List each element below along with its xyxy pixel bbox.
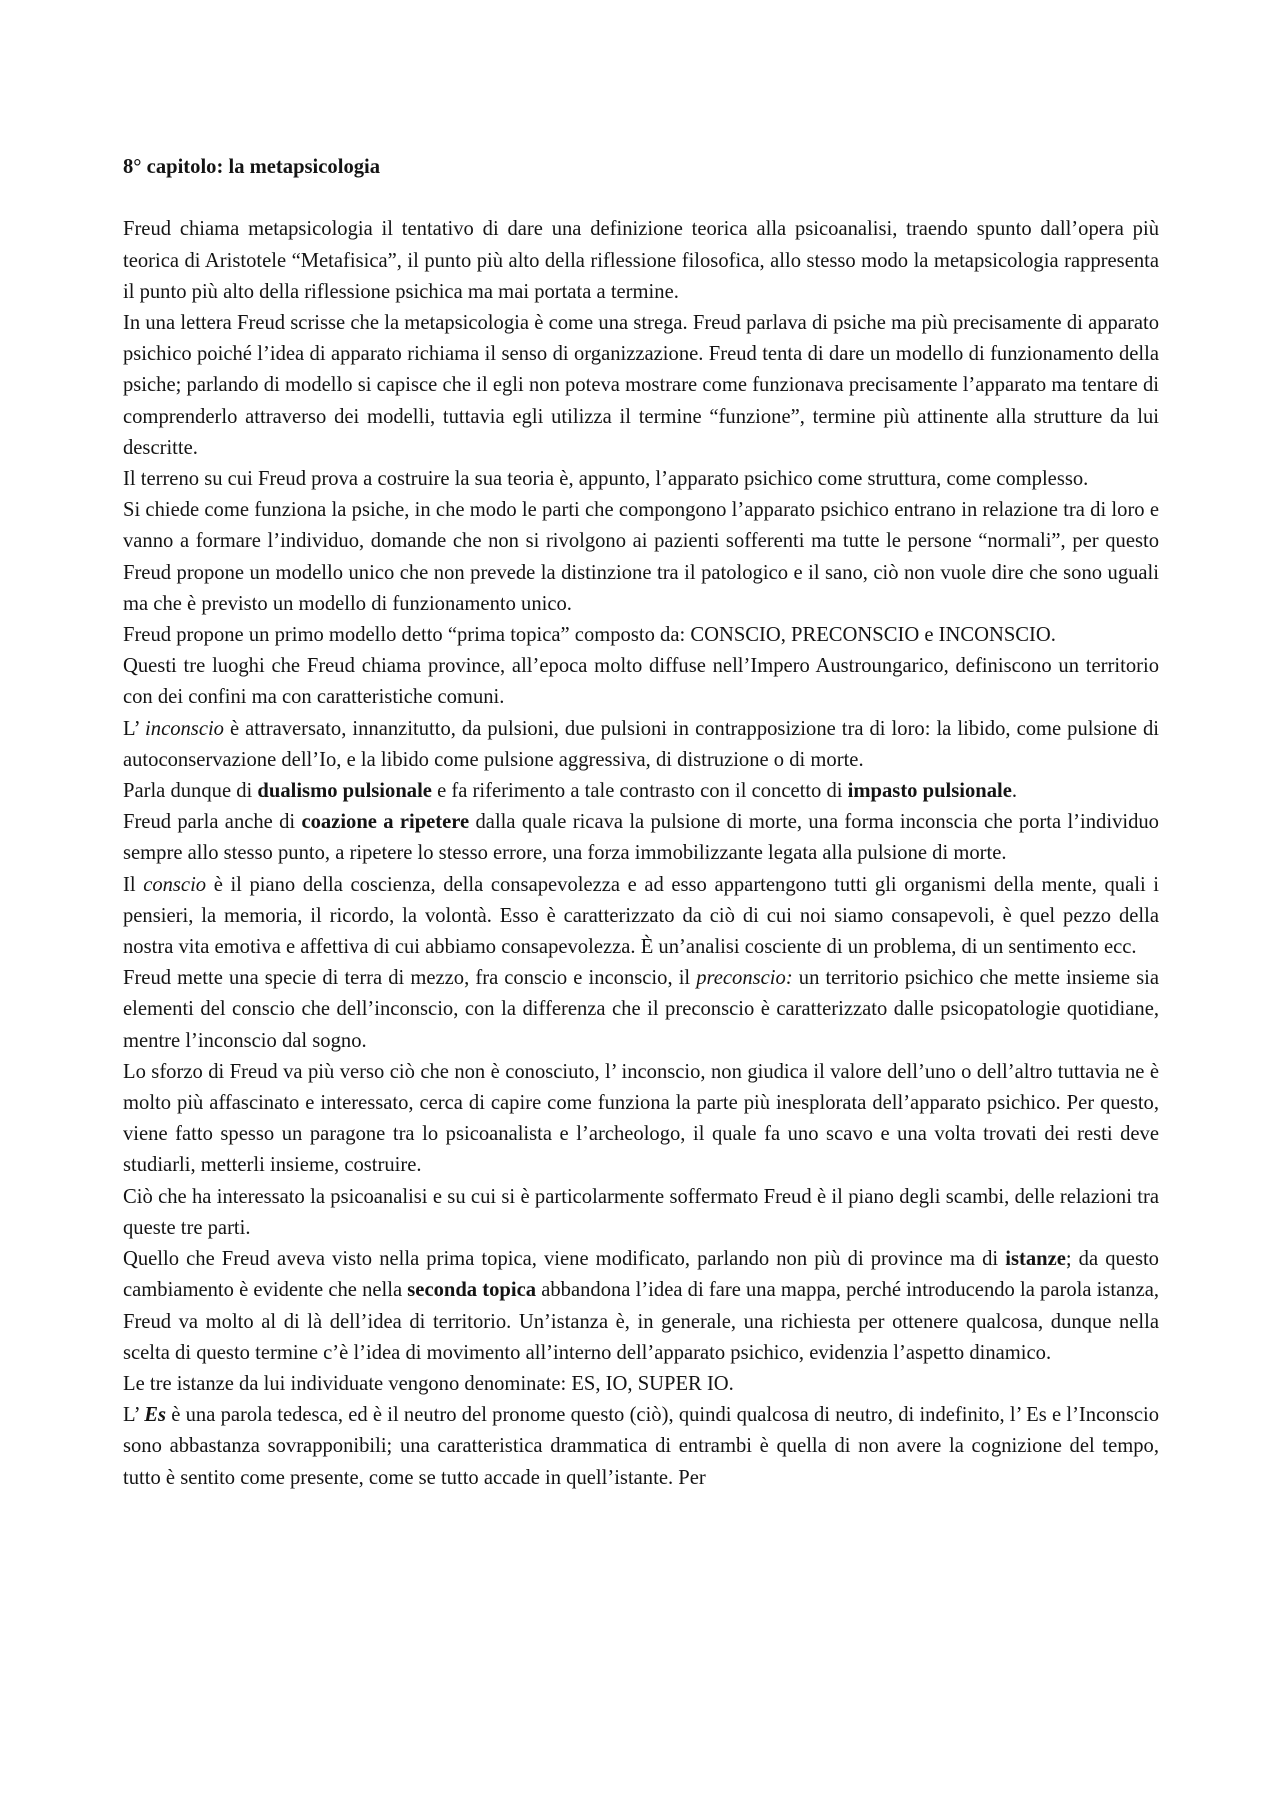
term-istanze: istanze [1005,1248,1066,1271]
term-preconscio: preconscio: [696,967,793,990]
paragraph-scambi: Ciò che ha interessato la psicoanalisi e su cui si è particolarmente soffermato Freud è il piano degli scambi, delle relazioni tra queste tre parti. [123,1185,1159,1239]
term-dualismo-pulsionale: dualismo pulsionale [257,780,432,803]
term-impasto-pulsionale: impasto pulsionale [847,780,1012,803]
paragraph-prima-topica: Freud propone un primo modello detto “prima topica” composto da: CONSCIO, PRECONSCIO e INCONSCIO. [123,624,1056,647]
document-page [123,152,1159,1494]
paragraph-seconda-topica: Quello che Freud aveva visto nella prima topica, viene modificato, parlando non più di province ma di istanze; da questo cambiamento è evidente che nella seconda topica abbandona l’idea di fare una mappa, perché introducendo la parola istanza, Freud va molto al di là dell’idea di territorio. Un’istanza è, in generale, una richiesta per ottenere qualcosa, dunque nella scelta di questo termine c’è l’idea di movimento all’interno dell’apparato psichico, evidenzia l’aspetto dinamico. [123,1248,1159,1364]
term-seconda-topica: seconda topica [407,1279,537,1302]
paragraph-metapsicologia-definition: Freud chiama metapsicologia il tentativo di dare una definizione teorica alla psicoanalisi, traendo spunto dall’opera più teorica di Aristotele “Metafisica”, il punto più alto della riflessione filosofica, allo stesso modo la metapsicologia rappresenta il punto più alto della riflessione psichica ma mai portata a termine. [123,218,1159,303]
paragraph-tre-istanze: Le tre istanze da lui individuate vengono denominate: ES, IO, SUPER IO. [123,1372,734,1395]
paragraph-preconscio: Freud mette una specie di terra di mezzo, fra conscio e inconscio, il preconscio: un territorio psichico che mette insieme sia elementi del conscio che dell’inconscio, con la differenza che il preconscio è caratterizzato dalle psicopatologie quotidiane, mentre l’inconscio dal sogno. [123,967,1159,1052]
term-inconscio: inconscio [145,717,224,740]
paragraph-apparato-psichico: In una lettera Freud scrisse che la metapsicologia è come una strega. Freud parlava di psiche ma più precisamente di apparato psichico poiché l’idea di apparato richiama il senso di organizzazione. Freud tenta di dare un modello di funzionamento della psiche; parlando di modello si capisce che il egli non poteva mostrare come funzionava precisamente l’apparato ma tentare di comprenderlo attraverso dei modelli, tuttavia egli utilizza il termine “funzione”, termine più attinente alla strutture da lui descritte. [123,312,1159,459]
term-coazione-a-ripetere: coazione a ripetere [301,811,470,834]
term-conscio: conscio [143,873,207,896]
paragraph-conscio: Il conscio è il piano della coscienza, della consapevolezza e ad esso appartengono tutti gli organismi della mente, quali i pensieri, la memoria, il ricordo, la volontà. Esso è caratterizzato da ciò di cui noi siamo consapevoli, è quel pezzo della nostra vita emotiva e affettiva di cui abbiamo consapevolezza. È un’analisi cosciente di un problema, di un sentimento ecc. [123,873,1159,959]
paragraph-inconscio: L’ inconscio è attraversato, innanzitutto, da pulsioni, due pulsioni in contrapposizione tra di loro: la libido, come pulsione di autoconservazione dell’Io, e la libido come pulsione aggressiva, di distruzione o di morte. [123,717,1160,771]
paragraph-coazione-ripetere: Freud parla anche di coazione a ripetere dalla quale ricava la pulsione di morte, una forma inconscia che porta l’individuo sempre allo stesso punto, a ripetere lo stesso errore, una forza immobilizzante legata alla pulsione di morte. [123,811,1159,865]
chapter-heading: 8° capitolo: la metapsicologia [123,156,381,178]
paragraph-sforzo-freud: Lo sforzo di Freud va più verso ciò che non è conosciuto, l’ inconscio, non giudica il valore dell’uno o dell’altro tuttavia ne è molto più affascinato e interessato, cerca di capire come funziona la parte più inesplorata dell’apparato psichico. Per questo, viene fatto spesso un paragone tra lo psicoanalista e l’archeologo, il quale fa uno scavo e una volta trovati dei resti deve studiarli, metterli insieme, costruire. [123,1060,1159,1177]
term-es: Es [144,1404,167,1427]
paragraph-funzionamento-psiche: Si chiede come funziona la psiche, in che modo le parti che compongono l’apparato psichico entrano in relazione tra di loro e vanno a formare l’individuo, domande che non si rivolgono ai pazienti sofferenti ma tutte le persone “normali”, per questo Freud propone un modello unico che non prevede la distinzione tra il patologico e il sano, ciò non vuole dire che sono uguali ma che è previsto un modello di funzionamento unico. [123,499,1159,615]
paragraph-es: L’ Es è una parola tedesca, ed è il neutro del pronome questo (ciò), quindi qualcosa di neutro, di indefinito, l’ Es e l’Inconscio sono abbastanza sovrapponibili; una caratteristica drammatica di entrambi è quella di non avere la cognizione del tempo, tutto è sentito come presente, come se tutto accade in quell’istante. Per [123,1404,1159,1489]
paragraph-terreno-teoria: Il terreno su cui Freud prova a costruire la sua teoria è, appunto, l’apparato psichico come struttura, come complesso. [123,468,1089,491]
paragraph-province: Questi tre luoghi che Freud chiama province, all’epoca molto diffuse nell’Impero Austroungarico, definiscono un territorio con dei confini ma con caratteristiche comuni. [123,655,1159,709]
paragraph-dualismo-pulsionale: Parla dunque di dualismo pulsionale e fa riferimento a tale contrasto con il concetto di impasto pulsionale. [123,780,1018,803]
